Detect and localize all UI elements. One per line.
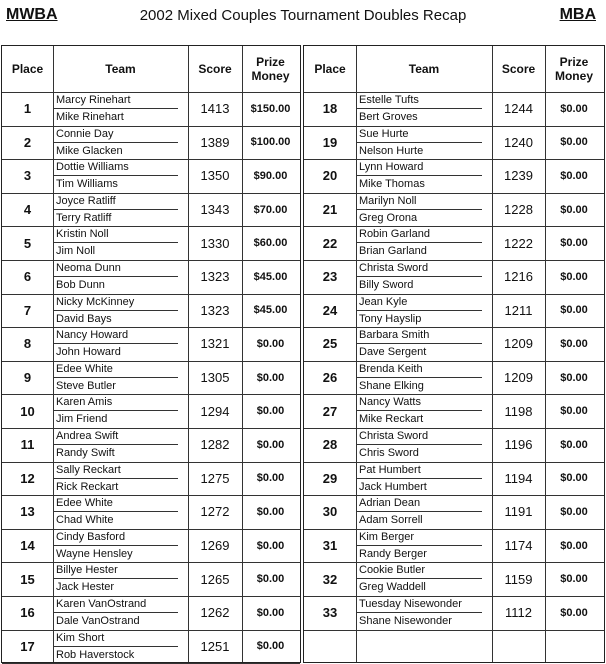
team-cell xyxy=(53,562,178,596)
team-cell xyxy=(53,529,178,563)
col-header-place: Place xyxy=(314,62,346,76)
player-name: Christa Sword xyxy=(356,428,482,445)
prize-cell: $70.00 xyxy=(253,203,288,216)
team-cell xyxy=(53,92,178,126)
team-cell xyxy=(53,294,178,328)
score-cell: 1323 xyxy=(200,269,230,285)
player-name: Jack Hester xyxy=(56,581,115,594)
player-name: Steve Butler xyxy=(56,379,116,392)
prize-cell: $0.00 xyxy=(256,505,285,518)
player-name: Chris Sword xyxy=(359,447,419,459)
team-cell xyxy=(356,428,482,462)
table-row xyxy=(304,596,604,630)
table-row xyxy=(2,562,300,596)
col-header-place: Place xyxy=(11,62,44,76)
prize-cell: $0.00 xyxy=(560,136,588,149)
score-cell: 1330 xyxy=(200,235,230,251)
document-title: 2002 Mixed Couples Tournament Doubles Recap xyxy=(139,7,467,24)
player-name: Cookie Butler xyxy=(356,562,482,579)
table-row xyxy=(304,428,604,462)
prize-cell: $0.00 xyxy=(560,539,588,552)
place-cell: 32 xyxy=(322,571,338,587)
team-cell xyxy=(53,394,178,428)
prize-cell: $0.00 xyxy=(256,539,285,552)
place-cell: 3 xyxy=(23,168,32,184)
team-cell xyxy=(356,361,482,395)
prize-cell: $0.00 xyxy=(560,203,588,216)
score-cell: 1282 xyxy=(200,437,230,453)
place-cell: 22 xyxy=(322,235,338,251)
place-cell: 4 xyxy=(23,202,32,218)
score-cell: 1413 xyxy=(200,101,230,117)
team-cell xyxy=(356,126,482,160)
table-row xyxy=(2,126,300,160)
score-cell: 1350 xyxy=(200,168,230,184)
player-name: Kim Short xyxy=(53,630,178,647)
player-name: Bob Dunn xyxy=(56,279,105,291)
player-name: Sue Hurte xyxy=(356,126,482,143)
table-row xyxy=(2,159,300,193)
score-cell: 1272 xyxy=(200,504,230,520)
player-name: Dave Sergent xyxy=(359,346,427,359)
place-cell: 8 xyxy=(23,336,32,352)
player-name: Edee White xyxy=(53,495,178,512)
place-cell: 19 xyxy=(322,134,338,150)
prize-cell: $0.00 xyxy=(560,606,588,619)
prize-cell: $0.00 xyxy=(560,270,588,283)
player-name: Bert Groves xyxy=(359,111,418,123)
prize-cell: $45.00 xyxy=(253,270,288,283)
place-cell: 7 xyxy=(23,302,32,318)
team-cell xyxy=(356,226,482,260)
score-cell: 1240 xyxy=(504,134,533,150)
prize-cell: $100.00 xyxy=(250,136,291,149)
player-name: Estelle Tufts xyxy=(356,92,482,109)
player-name: Cindy Basford xyxy=(53,529,178,546)
place-cell: 9 xyxy=(23,370,32,386)
player-name: Karen Amis xyxy=(53,394,178,411)
player-name: Pat Humbert xyxy=(356,462,482,479)
table-row xyxy=(2,327,300,361)
player-name: Nicky McKinney xyxy=(53,294,178,311)
prize-cell: $0.00 xyxy=(560,505,588,518)
team-cell xyxy=(53,327,178,361)
place-cell: 10 xyxy=(20,403,35,419)
player-name: Marilyn Noll xyxy=(356,193,482,210)
place-cell: 28 xyxy=(322,437,338,453)
score-cell: 1191 xyxy=(504,504,533,520)
score-cell: 1265 xyxy=(200,571,230,587)
col-header-prize: Prize Money xyxy=(554,55,593,83)
player-name: Neoma Dunn xyxy=(53,260,178,277)
player-name: Tim Williams xyxy=(56,178,118,191)
table-row xyxy=(304,462,604,496)
place-cell: 18 xyxy=(322,101,338,117)
table-row xyxy=(2,92,300,126)
place-cell: 27 xyxy=(322,403,338,419)
player-name: Dottie Williams xyxy=(53,159,178,176)
table-row xyxy=(2,193,300,227)
table-row xyxy=(304,529,604,563)
table-row xyxy=(304,562,604,596)
place-cell: 2 xyxy=(23,134,32,150)
score-cell: 1239 xyxy=(504,168,533,184)
row-divider xyxy=(304,630,604,631)
table-row xyxy=(304,394,604,428)
team-cell xyxy=(356,495,482,529)
team-cell xyxy=(53,126,178,160)
player-name: Randy Swift xyxy=(56,447,115,459)
table-row xyxy=(2,260,300,294)
player-name: Nelson Hurte xyxy=(359,144,424,157)
team-cell xyxy=(356,159,482,193)
prize-cell: $0.00 xyxy=(256,337,285,350)
table-row xyxy=(2,428,300,462)
table-row xyxy=(2,226,300,260)
player-name: Billye Hester xyxy=(53,562,178,579)
table-row xyxy=(2,495,300,529)
team-cell xyxy=(356,92,482,126)
player-name: Greg Waddell xyxy=(359,581,426,594)
team-cell xyxy=(53,361,178,395)
prize-cell: $0.00 xyxy=(256,640,285,653)
table-row xyxy=(304,361,604,395)
team-cell xyxy=(356,193,482,227)
player-name: Wayne Hensley xyxy=(56,547,133,560)
player-name: Kim Berger xyxy=(356,529,482,546)
place-cell: 21 xyxy=(322,202,338,218)
player-name: Terry Ratliff xyxy=(56,211,112,224)
score-cell: 1321 xyxy=(200,336,230,352)
prize-cell: $0.00 xyxy=(560,337,588,350)
place-cell: 14 xyxy=(20,538,35,554)
prize-cell: $0.00 xyxy=(560,237,588,250)
prize-cell: $45.00 xyxy=(253,304,288,317)
table-row xyxy=(304,193,604,227)
prize-cell: $0.00 xyxy=(560,102,588,115)
player-name: Rick Reckart xyxy=(56,480,119,493)
team-cell xyxy=(356,596,482,630)
team-cell xyxy=(356,562,482,596)
table-row xyxy=(2,630,300,664)
player-name: Mike Thomas xyxy=(359,178,425,191)
place-cell: 6 xyxy=(23,269,32,285)
team-cell xyxy=(53,159,178,193)
place-cell: 16 xyxy=(20,605,35,621)
place-cell: 33 xyxy=(322,605,338,621)
prize-cell: $150.00 xyxy=(250,102,291,115)
player-name: Brian Garland xyxy=(359,245,427,258)
place-cell: 23 xyxy=(322,269,338,285)
player-name: Andrea Swift xyxy=(53,428,178,445)
team-cell xyxy=(53,495,178,529)
team-cell xyxy=(53,462,178,496)
player-name: Greg Orona xyxy=(359,211,418,224)
place-cell: 31 xyxy=(322,538,338,554)
player-name: Chad White xyxy=(56,514,114,527)
score-cell: 1211 xyxy=(504,302,533,318)
score-cell: 1269 xyxy=(200,538,230,554)
score-cell: 1112 xyxy=(505,605,532,621)
table-row xyxy=(304,92,604,126)
score-cell: 1305 xyxy=(200,370,230,386)
prize-cell: $0.00 xyxy=(256,405,285,418)
table-row xyxy=(2,462,300,496)
prize-cell: $0.00 xyxy=(560,405,588,418)
team-cell xyxy=(53,428,178,462)
team-cell xyxy=(356,462,482,496)
player-name: Christa Sword xyxy=(356,260,482,277)
player-name: Billy Sword xyxy=(359,279,414,291)
place-cell: 5 xyxy=(23,235,32,251)
prize-cell: $0.00 xyxy=(256,371,285,384)
player-name: Shane Nisewonder xyxy=(359,615,452,627)
place-cell: 29 xyxy=(322,470,338,486)
col-header-score: Score xyxy=(501,62,536,76)
player-name: Adam Sorrell xyxy=(359,514,423,527)
results-table-right xyxy=(303,45,605,663)
team-cell xyxy=(53,226,178,260)
team-cell xyxy=(356,394,482,428)
player-name: Kristin Noll xyxy=(53,226,178,243)
player-name: Karen VanOstrand xyxy=(53,596,178,613)
prize-cell: $0.00 xyxy=(560,472,588,485)
team-cell xyxy=(53,630,178,664)
table-row xyxy=(304,159,604,193)
prize-cell: $90.00 xyxy=(253,169,288,182)
table-row xyxy=(2,596,300,630)
table-row xyxy=(304,495,604,529)
prize-cell: $60.00 xyxy=(253,237,288,250)
col-header-team: Team xyxy=(408,62,440,76)
table-row xyxy=(304,126,604,160)
player-name: Jim Friend xyxy=(56,413,108,426)
score-cell: 1198 xyxy=(504,403,533,419)
score-cell: 1228 xyxy=(504,202,533,218)
place-cell: 1 xyxy=(23,101,32,117)
player-name: Marcy Rinehart xyxy=(53,92,178,109)
player-name: David Bays xyxy=(56,312,112,325)
table-row xyxy=(304,226,604,260)
player-name: Adrian Dean xyxy=(356,495,482,512)
score-cell: 1275 xyxy=(200,470,230,486)
player-name: Jean Kyle xyxy=(356,294,482,311)
table-row xyxy=(2,529,300,563)
place-cell: 12 xyxy=(20,470,35,486)
prize-cell: $0.00 xyxy=(256,573,285,586)
prize-cell: $0.00 xyxy=(560,304,588,317)
player-name: Barbara Smith xyxy=(356,327,482,344)
table-row xyxy=(2,361,300,395)
player-name: Mike Reckart xyxy=(359,413,424,426)
place-cell: 24 xyxy=(322,302,338,318)
score-cell: 1323 xyxy=(200,302,230,318)
mba-label: MBA xyxy=(559,6,596,23)
place-cell: 11 xyxy=(20,437,35,453)
prize-cell: $0.00 xyxy=(560,371,588,384)
player-name: John Howard xyxy=(56,346,121,359)
player-name: Connie Day xyxy=(53,126,178,143)
table-row xyxy=(2,394,300,428)
score-cell: 1389 xyxy=(200,134,230,150)
score-cell: 1222 xyxy=(504,235,533,251)
player-name: Edee White xyxy=(53,361,178,378)
table-row xyxy=(304,260,604,294)
score-cell: 1244 xyxy=(504,101,533,117)
table-row xyxy=(304,327,604,361)
team-cell xyxy=(53,260,178,294)
place-cell: 17 xyxy=(20,638,35,654)
player-name: Jim Noll xyxy=(56,245,96,258)
prize-cell: $0.00 xyxy=(560,169,588,182)
score-cell: 1251 xyxy=(200,638,230,654)
prize-cell: $0.00 xyxy=(256,472,285,485)
team-cell xyxy=(356,529,482,563)
player-name: Tuesday Nisewonder xyxy=(356,596,482,613)
player-name: Shane Elking xyxy=(359,379,424,392)
player-name: Jack Humbert xyxy=(359,480,427,493)
player-name: Brenda Keith xyxy=(356,361,482,378)
player-name: Rob Haverstock xyxy=(56,648,135,661)
col-header-score: Score xyxy=(198,62,232,76)
player-name: Nancy Watts xyxy=(356,394,482,411)
table-row xyxy=(2,294,300,328)
score-cell: 1262 xyxy=(200,605,230,621)
score-cell: 1159 xyxy=(504,571,533,587)
player-name: Nancy Howard xyxy=(53,327,178,344)
player-name: Sally Reckart xyxy=(53,462,178,479)
score-cell: 1294 xyxy=(200,403,230,419)
col-header-team: Team xyxy=(105,62,136,76)
player-name: Mike Glacken xyxy=(56,144,123,157)
player-name: Dale VanOstrand xyxy=(56,615,140,627)
table-row xyxy=(304,294,604,328)
score-cell: 1343 xyxy=(200,202,230,218)
player-name: Joyce Ratliff xyxy=(53,193,178,210)
player-name: Robin Garland xyxy=(356,226,482,243)
place-cell: 25 xyxy=(322,336,338,352)
score-cell: 1194 xyxy=(504,470,533,486)
col-header-prize: Prize Money xyxy=(251,55,290,83)
prize-cell: $0.00 xyxy=(256,606,285,619)
team-cell xyxy=(53,193,178,227)
team-cell xyxy=(53,596,178,630)
score-cell: 1209 xyxy=(504,370,533,386)
player-name: Randy Berger xyxy=(359,547,427,560)
score-cell: 1196 xyxy=(504,437,533,453)
place-cell: 30 xyxy=(322,504,338,520)
team-cell xyxy=(356,260,482,294)
player-name: Tony Hayslip xyxy=(359,312,422,325)
prize-cell: $0.00 xyxy=(560,438,588,451)
team-cell xyxy=(356,294,482,328)
prize-cell: $0.00 xyxy=(560,573,588,586)
place-cell: 13 xyxy=(20,504,35,520)
place-cell: 26 xyxy=(322,370,338,386)
place-cell: 20 xyxy=(322,168,338,184)
place-cell: 15 xyxy=(20,571,35,587)
player-name: Lynn Howard xyxy=(356,159,482,176)
score-cell: 1209 xyxy=(504,336,533,352)
prize-cell: $0.00 xyxy=(256,438,285,451)
results-table-left xyxy=(1,45,301,663)
score-cell: 1174 xyxy=(504,538,533,554)
team-cell xyxy=(356,327,482,361)
mwba-label: MWBA xyxy=(6,6,58,23)
player-name: Mike Rinehart xyxy=(56,111,124,123)
score-cell: 1216 xyxy=(504,269,533,285)
